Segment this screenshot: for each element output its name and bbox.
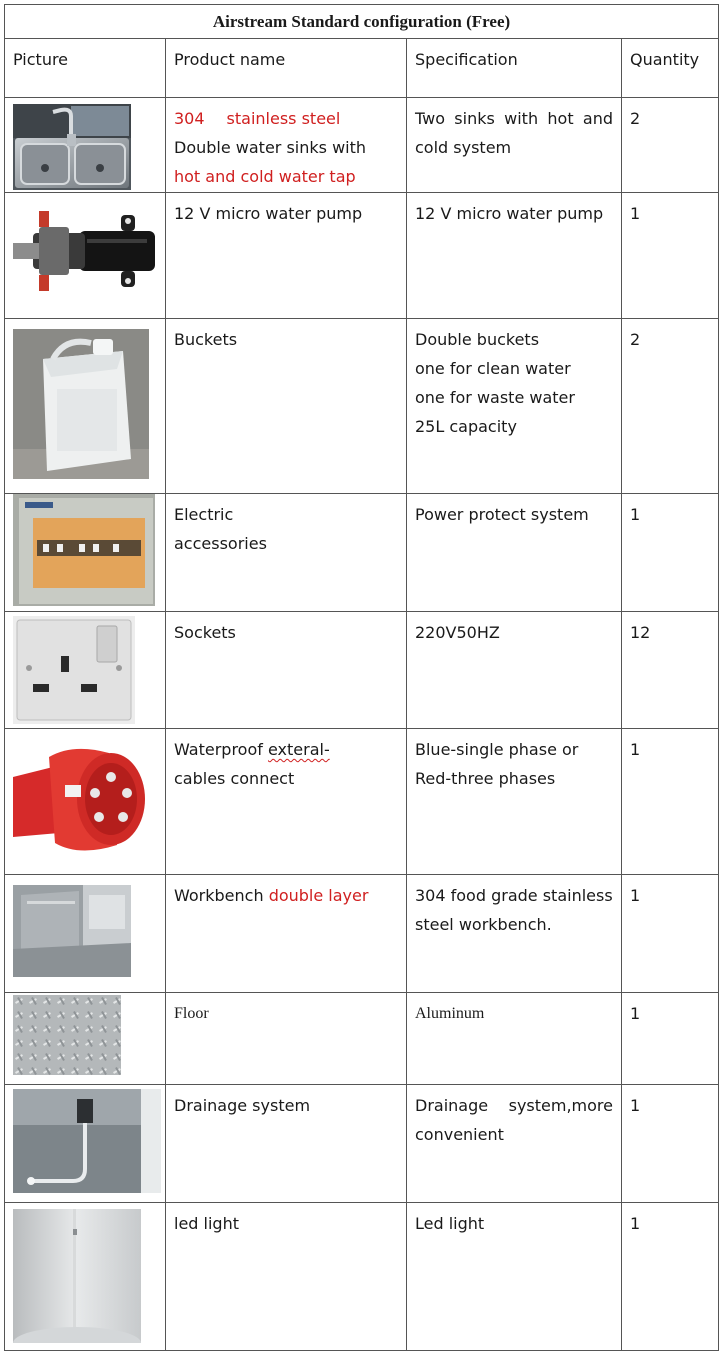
specification-text: Led light xyxy=(415,1214,485,1233)
quantity-value: 1 xyxy=(630,505,641,524)
product-cell xyxy=(166,993,407,1085)
picture-cell xyxy=(5,494,166,612)
product-text-cables: cables connect xyxy=(174,769,295,788)
product-line: accessories xyxy=(174,534,267,553)
specification-text: Two sinks with hot and cold system xyxy=(415,109,613,157)
quantity-value: 2 xyxy=(630,330,641,349)
specification-cell xyxy=(407,612,622,729)
product-name: 12 V micro water pump xyxy=(174,204,363,223)
product-name xyxy=(166,875,406,910)
quantity-cell xyxy=(622,612,719,729)
table-row xyxy=(5,993,719,1085)
table-title: Airstream Standard configuration (Free) xyxy=(5,5,719,39)
aluminum-floor-photo-icon xyxy=(13,995,121,1075)
product-name: Floor xyxy=(174,1005,209,1022)
header-cell-product xyxy=(166,39,407,98)
quantity-value: 1 xyxy=(630,1096,641,1115)
header-cell-picture xyxy=(5,39,166,98)
quantity-cell xyxy=(622,319,719,494)
spec-line: one for clean water xyxy=(415,359,571,378)
product-name xyxy=(166,98,406,191)
quantity-value: 2 xyxy=(630,109,641,128)
product-name: Buckets xyxy=(174,330,238,349)
quantity-value: 12 xyxy=(630,623,651,642)
specification-cell xyxy=(407,875,622,993)
picture-cell xyxy=(5,1203,166,1351)
picture-cell xyxy=(5,319,166,494)
specification-text xyxy=(407,729,621,793)
product-text-stainless: stainless steel xyxy=(226,109,341,128)
product-cell xyxy=(166,98,407,193)
specification-cell xyxy=(407,494,622,612)
specification-text: Drainage system,more convenient xyxy=(415,1096,613,1144)
quantity-value: 1 xyxy=(630,204,641,223)
product-cell xyxy=(166,494,407,612)
product-name xyxy=(166,729,406,793)
quantity-cell xyxy=(622,993,719,1085)
specification-cell xyxy=(407,993,622,1085)
header-product-name: Product name xyxy=(174,50,286,69)
picture-cell xyxy=(5,875,166,993)
specification-text: Power protect system xyxy=(415,505,589,524)
quantity-cell xyxy=(622,193,719,319)
specification-text xyxy=(407,319,621,441)
table-row xyxy=(5,612,719,729)
table-row xyxy=(5,319,719,494)
table-row xyxy=(5,1085,719,1203)
spec-line: one for waste water xyxy=(415,388,575,407)
product-name: Drainage system xyxy=(174,1096,311,1115)
product-text-waterproof: Waterproof xyxy=(174,740,263,759)
picture-cell xyxy=(5,612,166,729)
quantity-value: 1 xyxy=(630,1214,641,1233)
product-name: Sockets xyxy=(174,623,236,642)
specification-text: 304 food grade stainless steel workbench. xyxy=(415,886,613,934)
table-row xyxy=(5,1203,719,1351)
header-cell-specification xyxy=(407,39,622,98)
led-light-photo-icon xyxy=(13,1209,141,1343)
table-row xyxy=(5,729,719,875)
quantity-cell xyxy=(622,875,719,993)
specification-cell xyxy=(407,319,622,494)
table-row xyxy=(5,494,719,612)
quantity-cell xyxy=(622,494,719,612)
product-name: led light xyxy=(174,1214,239,1233)
workbench-photo-icon xyxy=(13,885,131,977)
quantity-cell xyxy=(622,729,719,875)
quantity-value: 1 xyxy=(630,1004,641,1023)
configuration-sheet xyxy=(4,4,718,1351)
product-text-304: 304 xyxy=(174,109,205,128)
picture-cell xyxy=(5,729,166,875)
quantity-cell xyxy=(622,1085,719,1203)
table-row xyxy=(5,98,719,193)
product-text-exteral: exteral- xyxy=(267,740,330,759)
product-text-tap: hot and cold water tap xyxy=(174,167,356,186)
product-cell xyxy=(166,875,407,993)
specification-text: 12 V micro water pump xyxy=(415,204,604,223)
drainage-photo-icon xyxy=(13,1089,161,1193)
bucket-photo-icon xyxy=(13,329,149,479)
electric-panel-photo-icon xyxy=(13,494,155,606)
water-pump-photo-icon xyxy=(9,209,159,295)
quantity-cell xyxy=(622,1203,719,1351)
header-specification: Specification xyxy=(415,50,518,69)
product-name xyxy=(166,494,406,558)
quantity-cell xyxy=(622,98,719,193)
product-text-workbench: Workbench xyxy=(174,886,264,905)
specification-text: Aluminum xyxy=(415,1005,485,1022)
product-cell xyxy=(166,1203,407,1351)
specification-cell xyxy=(407,1203,622,1351)
picture-cell xyxy=(5,993,166,1085)
double-sink-photo-icon xyxy=(13,104,131,190)
specification-text: 220V50HZ xyxy=(415,623,500,642)
header-cell-quantity xyxy=(622,39,719,98)
table-row xyxy=(5,875,719,993)
product-line: Electric xyxy=(174,505,234,524)
product-cell xyxy=(166,729,407,875)
product-cell xyxy=(166,1085,407,1203)
picture-cell xyxy=(5,1085,166,1203)
specification-cell xyxy=(407,193,622,319)
product-cell xyxy=(166,193,407,319)
title-row xyxy=(5,5,719,39)
spec-line: Red-three phases xyxy=(415,769,556,788)
specification-cell xyxy=(407,729,622,875)
quantity-value: 1 xyxy=(630,886,641,905)
spec-line: 25L capacity xyxy=(415,417,517,436)
spec-line: Blue-single phase or xyxy=(415,740,579,759)
industrial-plug-photo-icon xyxy=(13,737,155,861)
table-row xyxy=(5,193,719,319)
product-cell xyxy=(166,612,407,729)
picture-cell xyxy=(5,98,166,193)
header-picture: Picture xyxy=(13,50,69,69)
specification-cell xyxy=(407,1085,622,1203)
product-text-sinks: Double water sinks with xyxy=(174,138,367,157)
picture-cell xyxy=(5,193,166,319)
header-row xyxy=(5,39,719,98)
product-cell xyxy=(166,319,407,494)
product-text-double-layer: double layer xyxy=(268,886,369,905)
wall-socket-photo-icon xyxy=(13,616,135,724)
header-quantity: Quantity xyxy=(630,50,700,69)
specification-cell xyxy=(407,98,622,193)
configuration-table xyxy=(4,4,719,1351)
spec-line: Double buckets xyxy=(415,330,540,349)
quantity-value: 1 xyxy=(630,740,641,759)
